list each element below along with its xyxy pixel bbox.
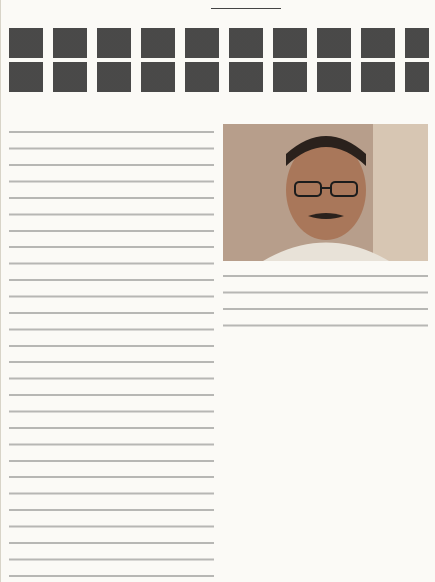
portrait-photo [223, 124, 428, 261]
body-column-right [223, 268, 428, 576]
headline-line-1 [9, 28, 429, 58]
body-paragraph [9, 239, 214, 351]
portrait-photo-graphic [223, 124, 428, 261]
headline [9, 14, 429, 106]
headline-line-2 [9, 62, 429, 92]
body-column-left [9, 124, 214, 576]
body-paragraph [9, 354, 214, 466]
top-edge-rule [211, 0, 281, 9]
body-paragraph [9, 124, 214, 236]
body-paragraph [223, 268, 428, 332]
body-paragraph [9, 469, 214, 581]
